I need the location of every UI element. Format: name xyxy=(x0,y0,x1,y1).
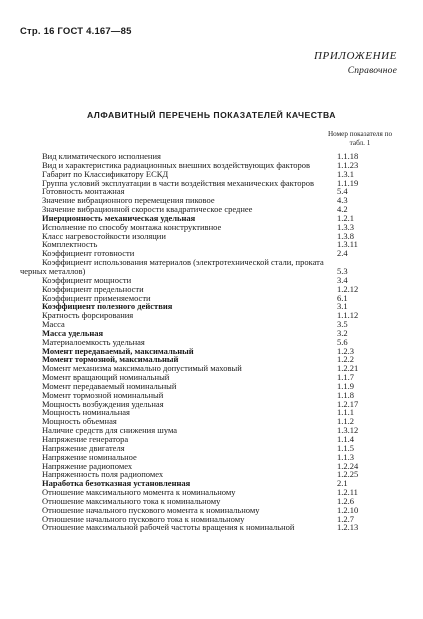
entry-ref: 1.1.8 xyxy=(337,389,354,400)
entry-text: Значение вибрационной скорости квадратическое среднее xyxy=(42,204,253,215)
page-title: АЛФАВИТНЫЙ ПЕРЕЧЕНЬ ПОКАЗАТЕЛЕЙ КАЧЕСТВА xyxy=(87,110,336,120)
entry-ref: 1.2.10 xyxy=(337,504,359,515)
entry-ref: 1.2.7 xyxy=(337,513,354,524)
entry-ref: 1.2.2 xyxy=(337,354,354,365)
entry-ref: 1.2.13 xyxy=(337,522,359,533)
entry-text: Масса удельная xyxy=(42,327,104,338)
list-item xyxy=(20,258,400,276)
entry-text: Отношение максимального момента к номинальному xyxy=(42,487,236,498)
entry-ref: 1.1.12 xyxy=(337,310,359,321)
entry-text: Коэффициент применяемости xyxy=(42,292,151,303)
entry-text: Исполнение по способу монтажа конструктивное xyxy=(42,221,222,232)
entry-text: Мощность номинальная xyxy=(42,407,130,418)
entry-text: Отношение начального пускового момента к номинальному xyxy=(42,504,260,515)
entry-text: Коэффициент готовности xyxy=(42,248,135,259)
list-item xyxy=(20,523,400,532)
entry-ref: 3.5 xyxy=(337,319,348,330)
entry-text: Момент тормозной, максимальный xyxy=(42,354,179,365)
entry-ref: 3.1 xyxy=(337,301,348,312)
entry-ref: 2.4 xyxy=(337,248,348,259)
entry-text: Момент тормозной номинальный xyxy=(42,389,164,400)
entry-ref: 1.1.4 xyxy=(337,434,354,444)
page-reference: Стр. 16 ГОСТ 4.167—85 xyxy=(20,26,132,37)
entry-ref: 1.1.3 xyxy=(337,451,354,462)
entry-ref: 5.4 xyxy=(337,186,348,197)
entry-text: Коэффициент мощности xyxy=(42,274,132,285)
entry-text: Напряжение генератора xyxy=(42,434,129,444)
entry-text: Группа условий эксплуатации в части воздействия механических факторов xyxy=(42,177,314,188)
entry-ref: 4.2 xyxy=(337,204,348,215)
entry-text: Инерционность механическая удельная xyxy=(42,212,196,223)
entry-text: Наработка безотказная установленная xyxy=(42,478,191,489)
entry-text: Момент передаваемый, максимальный xyxy=(42,345,194,356)
entry-ref: 6.1 xyxy=(337,292,348,303)
entry-text: Материалоемкость удельная xyxy=(42,336,145,347)
entry-text: Напряжение номинальное xyxy=(42,451,137,462)
entry-text: Коэффициент использования материалов (электротехнической стали, проката черных металлов) xyxy=(20,257,324,276)
entry-ref: 1.1.18 xyxy=(337,151,359,161)
entry-ref: 1.2.25 xyxy=(337,469,359,480)
entry-ref: 1.3.12 xyxy=(337,425,359,436)
entry-ref: 1.1.23 xyxy=(337,159,359,170)
entry-text: Габарит по Классификатору ЕСКД xyxy=(42,168,169,179)
entry-ref: 1.2.11 xyxy=(337,487,358,498)
entry-text: Комплектность xyxy=(42,239,98,250)
entry-text: Напряжение радиопомех xyxy=(42,460,133,471)
entry-text: Кратность форсирования xyxy=(42,310,134,321)
entry-text: Отношение максимального тока к номинальному xyxy=(42,495,221,506)
entry-ref: 3.4 xyxy=(337,274,348,285)
entry-text: Напряжение двигателя xyxy=(42,442,125,453)
entry-ref: 1.1.9 xyxy=(337,380,354,391)
entry-ref: 1.1.1 xyxy=(337,407,354,418)
entry-ref: 1.1.2 xyxy=(337,416,354,427)
entry-ref: 5.6 xyxy=(337,336,348,347)
appendix-label xyxy=(314,50,397,76)
entry-text: Коэффициент предельности xyxy=(42,283,144,294)
entry-ref: 1.2.1 xyxy=(337,212,354,223)
entry-text: Класс нагревостойкости изоляции xyxy=(42,230,166,241)
entry-ref: 1.3.11 xyxy=(337,239,358,250)
entry-text: Коэффициент полезного действия xyxy=(42,301,173,312)
entry-text: Вид климатического исполнения xyxy=(42,151,161,161)
entry-text: Значение вибрационного перемещения пиковое xyxy=(42,195,215,206)
entry-ref: 1.2.6 xyxy=(337,495,354,506)
entry-ref: 1.1.7 xyxy=(337,372,354,383)
entry-ref: 1.2.24 xyxy=(337,460,359,471)
entry-ref: 4.3 xyxy=(337,195,348,206)
entry-ref: 1.1.5 xyxy=(337,442,354,453)
appendix-title: ПРИЛОЖЕНИЕ xyxy=(314,50,397,62)
entry-ref: 5.3 xyxy=(337,265,348,276)
entry-text: Напряженность поля радиопомех xyxy=(42,469,164,480)
entry-ref: 1.3.3 xyxy=(337,221,354,232)
entry-text: Вид и характеристика радиационных внешних воздействующих факторов xyxy=(42,159,311,170)
entry-ref: 1.1.19 xyxy=(337,177,359,188)
entry-ref: 1.2.3 xyxy=(337,345,354,356)
entry-text: Момент вращающий номинальный xyxy=(42,372,170,383)
entry-ref: 3.2 xyxy=(337,327,348,338)
entry-text: Отношение начального пускового тока к номинальному xyxy=(42,513,245,524)
entry-text: Готовность монтажная xyxy=(42,186,125,197)
entry-text: Момент механизма максимально допустимый маховый xyxy=(42,363,242,374)
entry-ref: 1.3.8 xyxy=(337,230,354,241)
entry-text: Наличие средств для снижения шума xyxy=(42,425,178,436)
entry-ref: 1.2.17 xyxy=(337,398,359,409)
entry-text: Мощность объемная xyxy=(42,416,117,427)
entry-text: Мощность возбуждения удельная xyxy=(42,398,164,409)
entry-ref: 1.2.12 xyxy=(337,283,359,294)
entry-text: Масса xyxy=(42,319,65,330)
appendix-subtitle: Справочное xyxy=(347,66,397,76)
entry-text: Момент передаваемый номинальный xyxy=(42,380,177,391)
entry-text: Отношение максимальной рабочей частоты вращения к номинальной xyxy=(42,522,295,533)
index-list xyxy=(20,152,400,532)
column-header: Номер показателя по табл. 1 xyxy=(327,130,393,147)
entry-ref: 1.2.21 xyxy=(337,363,359,374)
entry-ref: 2.1 xyxy=(337,478,348,489)
entry-ref: 1.3.1 xyxy=(337,168,354,179)
